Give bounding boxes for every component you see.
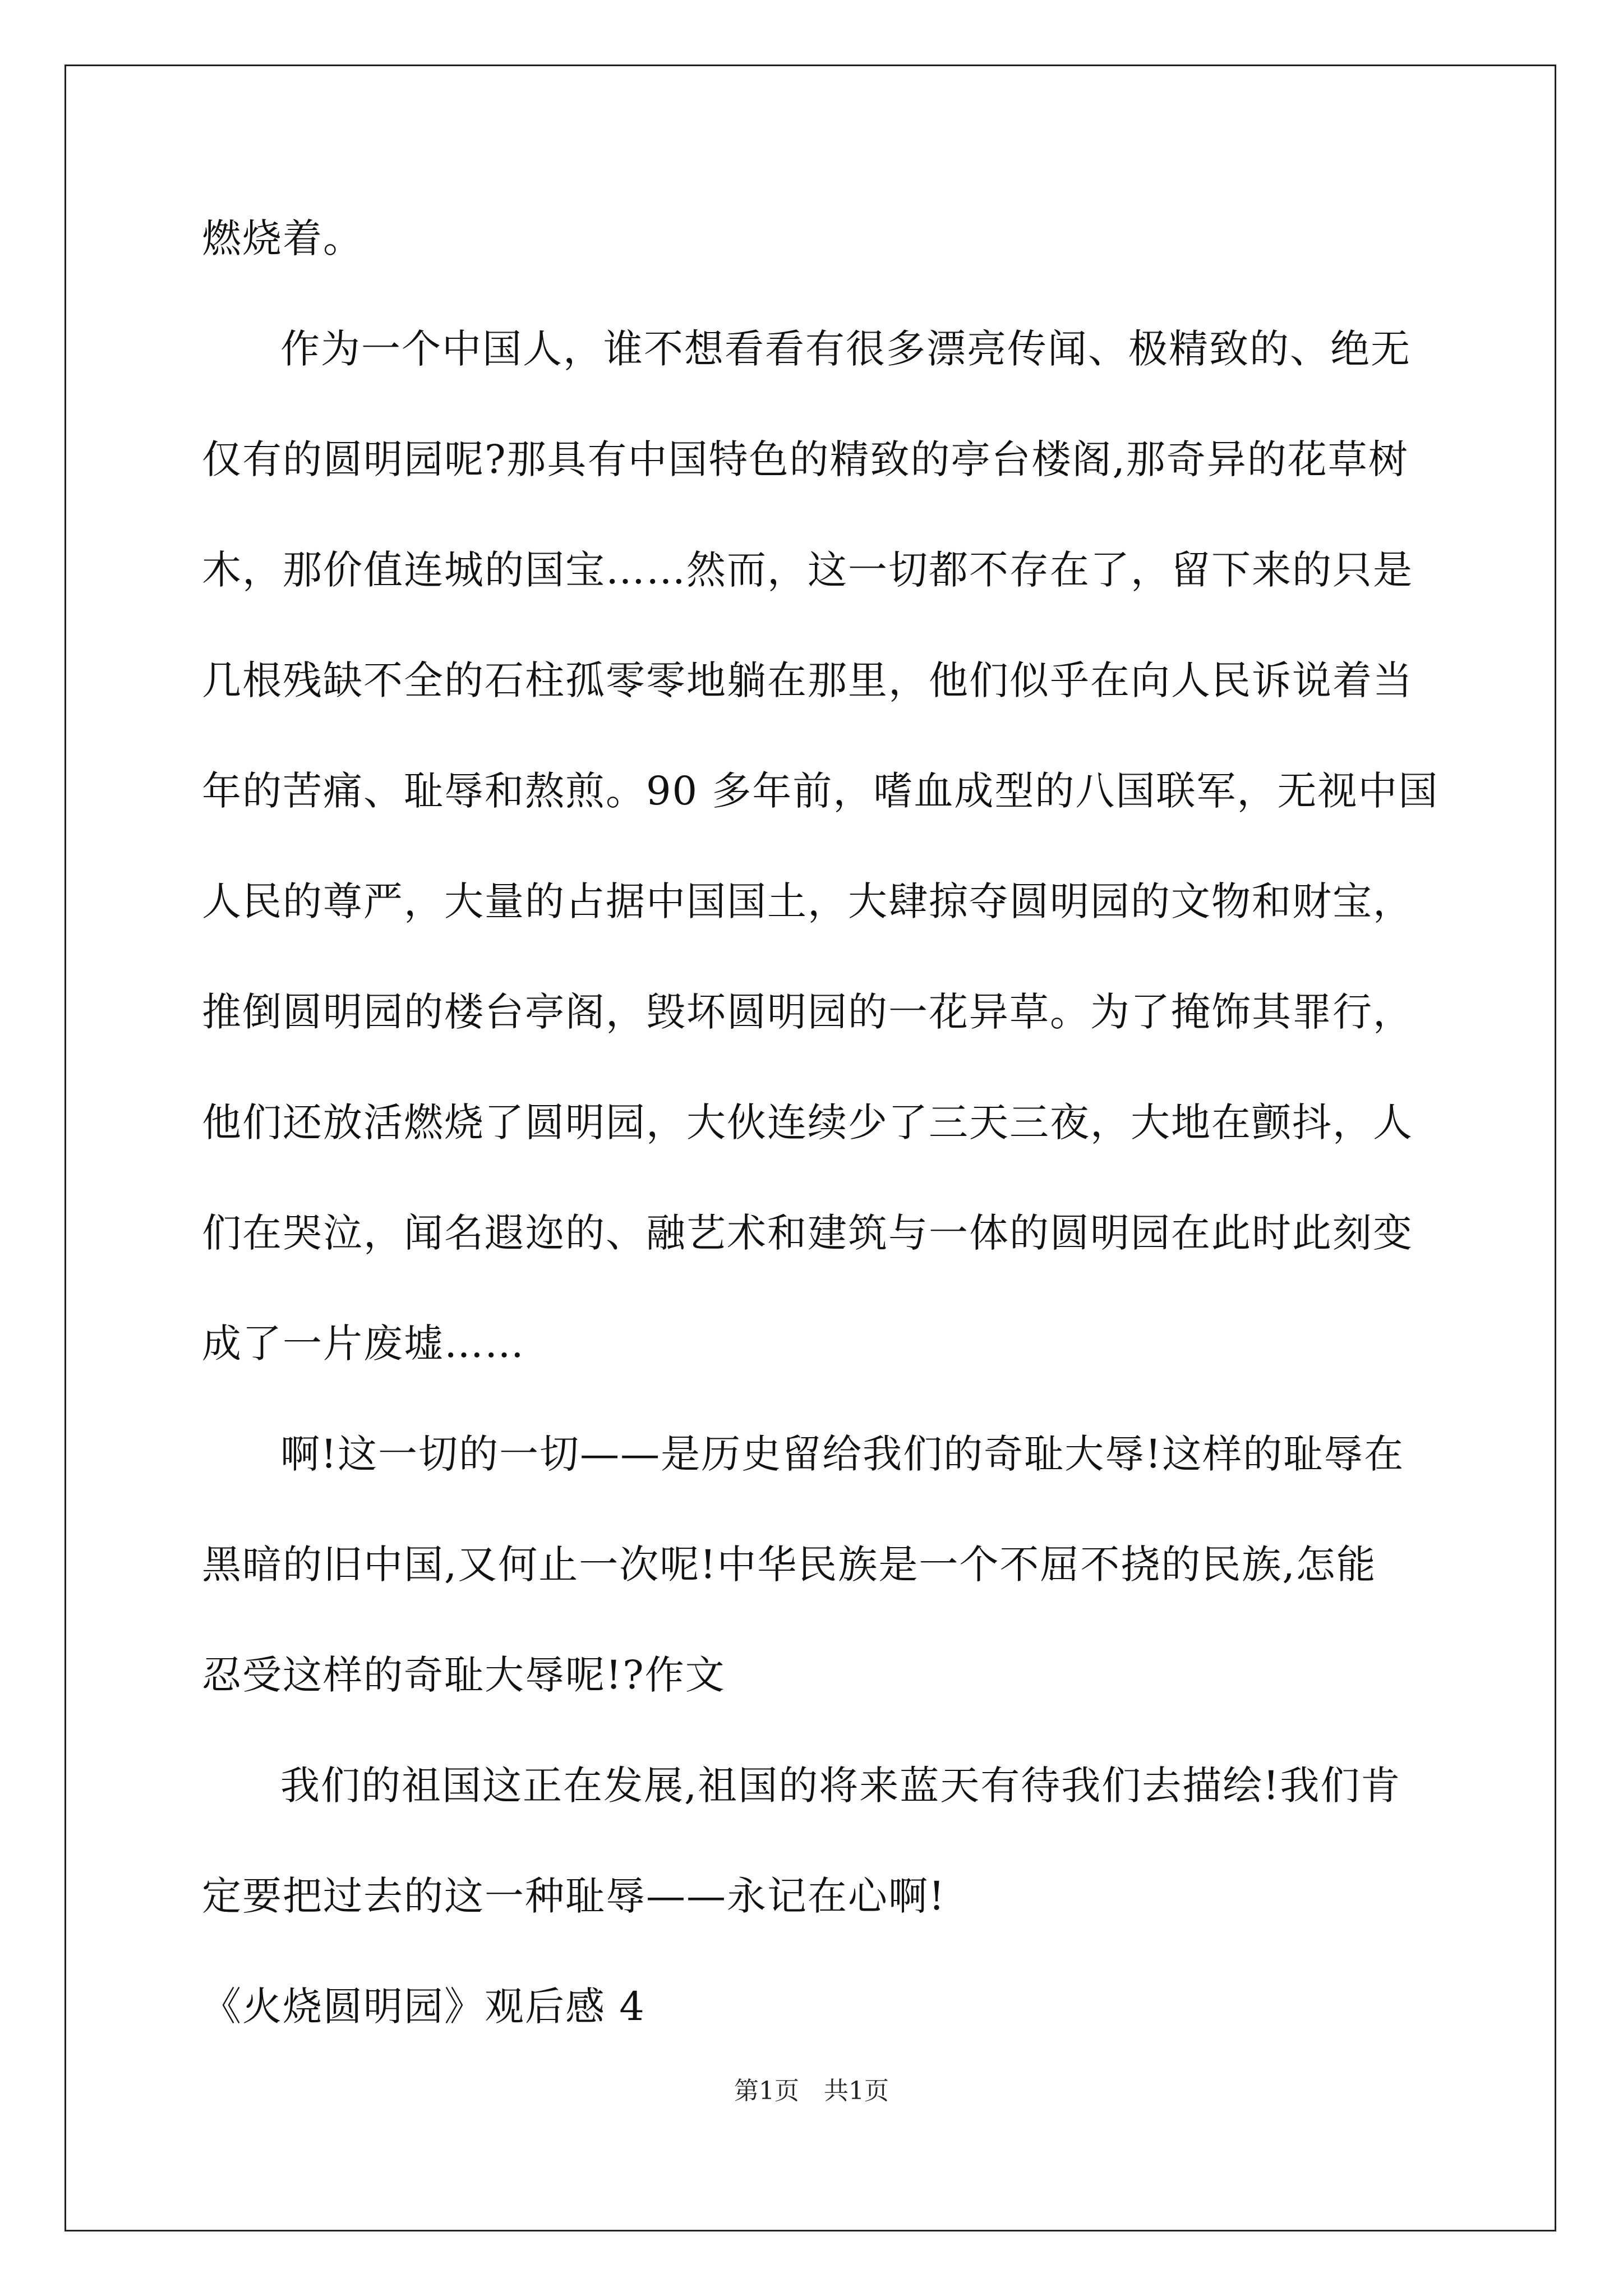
text-line: 忍受这样的奇耻大辱呢!?作文 (202, 1652, 726, 1698)
text-line: 黑暗的旧中国,又何止一次呢!中华民族是一个不屈不挠的民族,怎能 (202, 1542, 1377, 1588)
section-heading: 《火烧圆明园》观后感 4 (202, 1984, 645, 2030)
text-line: 年的苦痛、耻辱和熬煎。90 多年前，嗜血成型的八国联军，无视中国 (202, 768, 1439, 814)
text-line: 人民的尊严，大量的占据中国国土，大肆掠夺圆明园的文物和财宝， (202, 878, 1413, 924)
text-line: 作为一个中国人，谁不想看看有很多漂亮传闻、极精致的、绝无 (280, 326, 1411, 372)
text-line: 几根残缺不全的石柱孤零零地躺在那里，他们似乎在向人民诉说着当 (202, 657, 1413, 703)
text-line: 定要把过去的这一种耻辱——永记在心啊! (202, 1873, 946, 1919)
text-line: 我们的祖国这正在发展,祖国的将来蓝天有待我们去描绘!我们肯 (280, 1763, 1401, 1809)
text-line: 啊!这一切的一切——是历史留给我们的奇耻大辱!这样的耻辱在 (280, 1431, 1405, 1477)
text-line: 们在哭泣，闻名遐迩的、融艺术和建筑与一体的圆明园在此时此刻变 (202, 1210, 1413, 1256)
text-line: 燃烧着。 (202, 215, 363, 261)
text-line: 仅有的圆明园呢?那具有中国特色的精致的亭台楼阁,那奇异的花草树 (202, 436, 1409, 482)
text-line: 他们还放活燃烧了圆明园，大伙连续少了三天三夜，大地在颤抖，人 (202, 1099, 1413, 1145)
text-line: 成了一片废墟…… (202, 1320, 525, 1366)
text-line: 推倒圆明园的楼台亭阁，毁坏圆明园的一花异草。为了掩饰其罪行， (202, 989, 1413, 1035)
page-number: 第1页 共1页 (734, 2077, 889, 2105)
text-line: 木，那价值连城的国宝……然而，这一切都不存在了，留下来的只是 (202, 547, 1413, 593)
